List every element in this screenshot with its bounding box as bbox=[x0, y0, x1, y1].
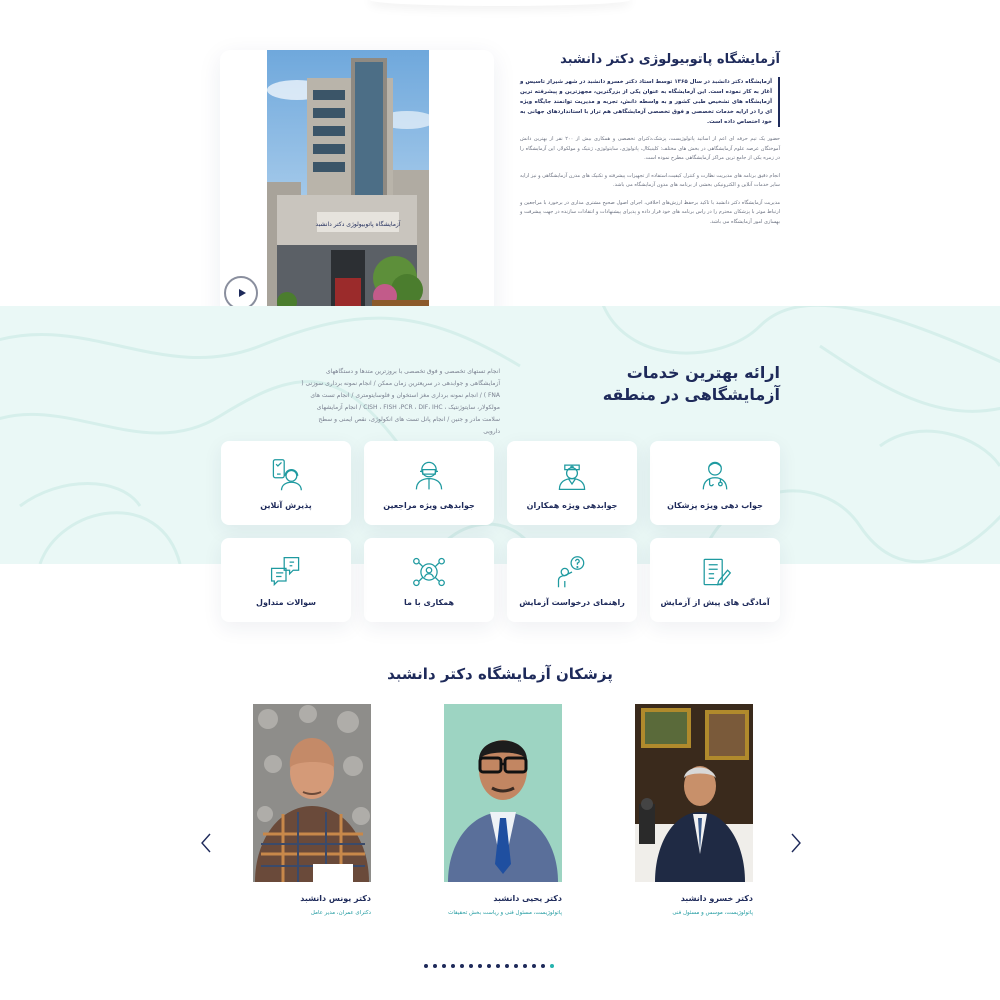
about-paragraph: انجام دقیق برنامه های مدیریت نظارت و کنترل کیفیت،استفاده از تجهیزات پیشرفته و تکنیک های مدرن آزمایشگاهی و نیز ارایه سایر خدمات آنلاین و الکترونیکی بخشی از برنامه های مدون آزمایشگاه می باشد. bbox=[520, 172, 780, 188]
carousel-dot[interactable] bbox=[523, 964, 527, 968]
doctor-name: دکتر یحیی دانشبد bbox=[493, 894, 562, 903]
online-reception-icon bbox=[268, 457, 304, 493]
about-text-block bbox=[520, 50, 780, 235]
doctor-photo bbox=[444, 704, 562, 882]
team-network-icon bbox=[411, 554, 447, 590]
service-card-doctor-results[interactable] bbox=[650, 441, 780, 525]
carousel-dot[interactable] bbox=[442, 964, 446, 968]
doctor-role: دکترای عمران، مدیر عامل bbox=[310, 910, 371, 916]
service-card-faq[interactable] bbox=[221, 538, 351, 622]
faq-chat-icon bbox=[268, 554, 304, 590]
top-section-edge bbox=[370, 0, 630, 6]
doctor-name: دکتر یونس دانشبد bbox=[300, 894, 371, 903]
service-label: جوابدهی ویژه مراجعین bbox=[383, 500, 475, 510]
doctor-card[interactable] bbox=[593, 704, 753, 916]
question-guide-icon bbox=[554, 554, 590, 590]
doctors-title: پزشکان آزمایشگاه دکتر دانشبد bbox=[387, 665, 613, 683]
play-video-button[interactable] bbox=[224, 276, 258, 310]
chevron-right-icon bbox=[786, 830, 806, 856]
about-lead-paragraph: آزمایشگاه دکتر دانشبد در سال ۱۳۶۵ توسط استاد دکتر خسرو دانشبد در شهر شیراز تاسیس و آغاز به کار نموده است. این آزمایشگاه به عنوان یکی از بزرگترین، مجهزترین و پیشرفته ترین آزمایشگاه های تشخیص طبی کشور و به واسطه دانش، تجربه و مدیریت توانمند جایگاه ویژه ای را در ارایه خدمات تخصصی و فوق تخصصی آزمایشگاهی هم تراز با استانداردهای جهانی به خود اختصاص داده است. bbox=[520, 77, 780, 127]
carousel-dot[interactable] bbox=[478, 964, 482, 968]
carousel-next-arrow[interactable] bbox=[786, 830, 806, 856]
building-sign: آزمایشگاه پاتوبیولوژی دکتر دانشبد bbox=[315, 221, 401, 228]
services-description: انجام تستهای تخصصی و فوق تخصصی با بروزترین متدها و دستگاههای آزمایشگاهی و جوابدهی در سریعترین زمان ممکن / انجام نمونه برداری سوزنی ( FNA ) / انجام نمونه برداری مغز استخوان و فلوسایتومتری / انجام تست های مولکولار، سایتوژنتیک ، CISH ، FISH ،PCR ، DIF، IHC / انجام آزمایشهای سلامت مادر و جنین / انجام پانل تست های انکولوژی، نقص ایمنی و سطح دارویی bbox=[301, 368, 500, 435]
carousel-dot[interactable] bbox=[505, 964, 509, 968]
carousel-pagination bbox=[424, 964, 554, 968]
service-label: سوالات متداول bbox=[256, 597, 316, 607]
doctor-icon bbox=[697, 457, 733, 493]
doctor-card[interactable] bbox=[211, 704, 371, 916]
service-card-test-preparation[interactable] bbox=[650, 538, 780, 622]
clipboard-edit-icon bbox=[697, 554, 733, 590]
service-label: جواب دهی ویژه پزشکان bbox=[667, 500, 763, 510]
service-card-patient-results[interactable] bbox=[364, 441, 494, 525]
service-card-cooperation[interactable] bbox=[364, 538, 494, 622]
topography-pattern bbox=[0, 306, 1000, 564]
nurse-icon bbox=[554, 457, 590, 493]
doctor-name: دکتر خسرو دانشبد bbox=[680, 894, 753, 903]
carousel-dot[interactable] bbox=[424, 964, 428, 968]
building-photo bbox=[267, 50, 429, 322]
service-label: آمادگی های پیش از آزمایش bbox=[660, 597, 770, 607]
doctor-card[interactable] bbox=[402, 704, 562, 916]
service-card-request-guide[interactable] bbox=[507, 538, 637, 622]
services-band bbox=[0, 306, 1000, 564]
about-paragraph: حضور یک تیم حرفه ای اعم از اساتید پاتولوژیست، پزشک،دکترای تخصصی و همکاری بیش از ۲۰۰ نفر از بهترین دانش آموختگان عرصه علوم آزمایشگاهی در بخش های مختلف: کلینیکال، پاتولوژی، سایتولوژی، ژنتیک و مولکولار، این آزمایشگاه را در زمره یکی از جامع ترین مراکز آزمایشگاهی مطرح نموده است. bbox=[520, 136, 780, 161]
carousel-dot[interactable] bbox=[541, 964, 545, 968]
doctor-photo bbox=[635, 704, 753, 882]
service-card-online-reception[interactable] bbox=[221, 441, 351, 525]
doctor-role: پاتولوژیست، مسئول فنی و ریاست بخش تحقیقات bbox=[448, 910, 562, 916]
carousel-dot[interactable] bbox=[514, 964, 518, 968]
play-icon bbox=[239, 289, 246, 297]
patient-icon bbox=[411, 457, 447, 493]
services-heading: ارائه بهترین خدمات آزمایشگاهی در منطقه bbox=[602, 363, 780, 404]
service-label: راهنمای درخواست آزمایش bbox=[519, 597, 625, 607]
carousel-dot[interactable] bbox=[469, 964, 473, 968]
carousel-dot[interactable] bbox=[532, 964, 536, 968]
about-title: آزمایشگاه پاتوبیولوژی دکتر دانشبد bbox=[560, 52, 780, 67]
service-label: جوابدهی ویژه همکاران bbox=[526, 500, 618, 510]
carousel-dot[interactable] bbox=[460, 964, 464, 968]
service-label: پذیرش آنلاین bbox=[260, 500, 312, 510]
service-label: همکاری با ما bbox=[403, 597, 455, 607]
carousel-dot[interactable] bbox=[550, 964, 554, 968]
doctor-photo bbox=[253, 704, 371, 882]
service-card-colleague-results[interactable] bbox=[507, 441, 637, 525]
about-paragraph: مدیریت آزمایشگاه دکتر دانشبد با تاکید برحفظ ارزش‌های اخلاقی، اجرای اصول صحیح مشتری مداری در برخورد با مراجعین و ارتباط موثر با پزشکان محترم را در راس برنامه های خود قرار داده و پذیرای پیشنهادات و انتقادات سازنده در جهت پیشرفت و بهسازی امور آزمایشگاه می باشد. bbox=[520, 199, 780, 225]
carousel-dot[interactable] bbox=[433, 964, 437, 968]
carousel-dot[interactable] bbox=[496, 964, 500, 968]
doctor-role: پاتولوژیست، موسس و مسئول فنی bbox=[672, 910, 753, 916]
carousel-dot[interactable] bbox=[487, 964, 491, 968]
carousel-dot[interactable] bbox=[451, 964, 455, 968]
